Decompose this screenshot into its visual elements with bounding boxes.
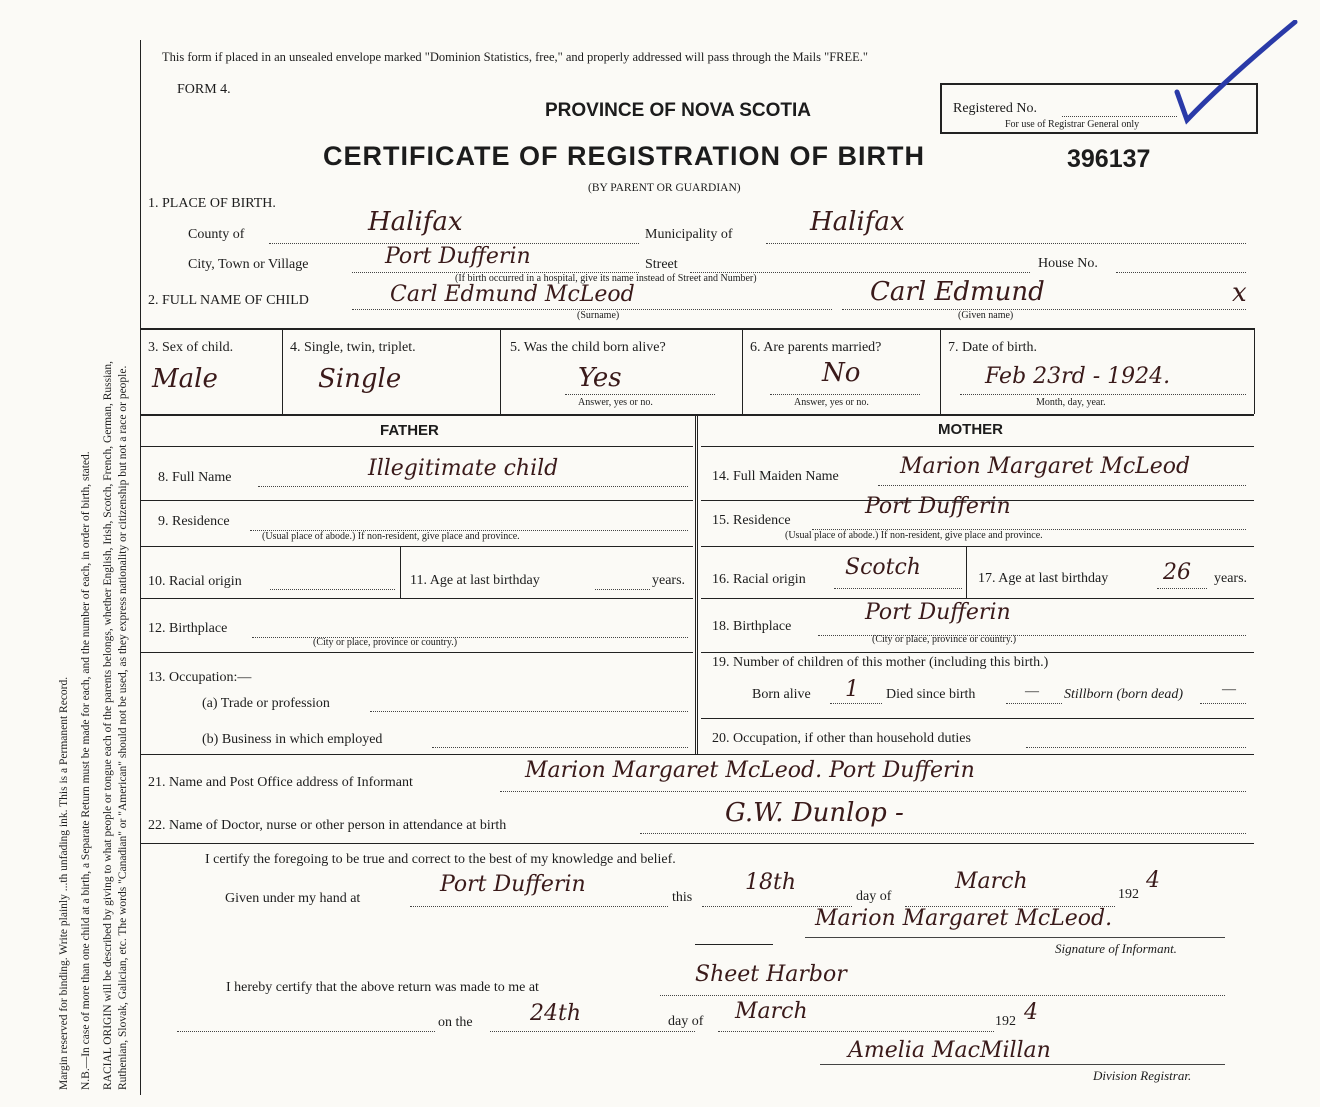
mother-residence-label: 15. Residence	[712, 513, 791, 528]
registrar-signature: Amelia MacMillan	[848, 1038, 1051, 1063]
certify-year-value: 4	[1146, 868, 1160, 893]
born-alive-count-value: 1	[845, 677, 859, 702]
parents-married-value: No	[822, 358, 861, 388]
born-alive-count-label: Born alive	[752, 687, 811, 702]
father-heading: FATHER	[380, 422, 439, 439]
father-business-label: (b) Business in which employed	[202, 732, 383, 747]
registrar-year-prefix: 192	[995, 1014, 1016, 1029]
certify-statement: I certify the foregoing to be true and correct to the best of my knowledge and belief.	[205, 852, 676, 867]
died-since-birth-label: Died since birth	[886, 687, 976, 702]
municipality-value: Halifax	[810, 207, 905, 237]
sex-value: Male	[152, 364, 218, 394]
stillborn-label: Stillborn (born dead)	[1064, 687, 1183, 702]
given-name-checkmark: x	[1232, 278, 1247, 308]
certify-year-prefix: 192	[1118, 887, 1139, 902]
column-divider	[695, 414, 698, 754]
blue-checkmark-icon	[1165, 20, 1305, 130]
city-value: Port Dufferin	[385, 244, 531, 269]
short-divider	[695, 944, 773, 945]
date-of-birth-note: Month, day, year.	[1036, 397, 1106, 408]
father-age-label: 11. Age at last birthday	[410, 573, 540, 588]
mail-notice: This form if placed in an unsealed envelope marked "Dominion Statistics, free," and properly addressed will pass through the Mails "FREE."	[162, 50, 869, 64]
given-name-note: (Given name)	[958, 310, 1014, 321]
given-under-hand-label: Given under my hand at	[225, 891, 361, 906]
mother-children-label: 19. Number of children of this mother (including this birth.)	[712, 655, 1049, 670]
father-birthplace-label: 12. Birthplace	[148, 621, 228, 636]
certificate-subtitle: (BY PARENT OR GUARDIAN)	[588, 182, 741, 194]
stamped-number: 396137	[1067, 145, 1151, 173]
mother-age-value: 26	[1163, 560, 1191, 585]
mother-age-label: 17. Age at last birthday	[978, 571, 1109, 586]
date-of-birth-value: Feb 23rd - 1924.	[985, 364, 1171, 389]
mother-age-unit: years.	[1214, 571, 1248, 586]
sex-label: 3. Sex of child.	[148, 340, 234, 355]
parents-married-label: 6. Are parents married?	[750, 340, 882, 355]
father-age-unit: years.	[652, 573, 686, 588]
doctor-label: 22. Name of Doctor, nurse or other person in attendance at birth	[148, 818, 507, 833]
single-twin-value: Single	[318, 364, 402, 394]
registrar-on-the-label: on the	[438, 1015, 473, 1030]
born-alive-value: Yes	[578, 363, 622, 393]
registrar-statement: I hereby certify that the above return was made to me at	[226, 980, 539, 995]
died-since-birth-value: —	[1025, 684, 1039, 699]
city-label: City, Town or Village	[188, 257, 309, 272]
section-21-top-border	[140, 754, 1254, 755]
margin-note-multiple-births: N.B.—In case of more than one child at a birth, a Separate Return must be made for each, and the number of each, in order of birth, stated.	[80, 451, 92, 1090]
father-residence-note: (Usual place of abode.) If non-resident, give place and province.	[262, 531, 520, 542]
registrar-month-value: March	[735, 999, 808, 1024]
municipality-label: Municipality of	[645, 227, 733, 242]
margin-note-binding: Margin reserved for binding. Write plainly ...th unfading ink. This is a Permanent Record.	[58, 676, 70, 1090]
doctor-value: G.W. Dunlop -	[725, 798, 904, 828]
county-value: Halifax	[368, 207, 463, 237]
certify-day-value: 18th	[745, 870, 797, 895]
margin-note-racial-origin-cont: Ruthenian, Slovak, Galician, etc. The words "Canadian" or "American" should not be used, as they express nationality or citizenship but not a race or people.	[117, 365, 129, 1090]
informant-signature: Marion Margaret McLeod.	[815, 906, 1113, 931]
father-residence-label: 9. Residence	[158, 514, 230, 529]
mother-birthplace-label: 18. Birthplace	[712, 619, 792, 634]
father-racial-label: 10. Racial origin	[148, 574, 242, 589]
mother-name-label: 14. Full Maiden Name	[712, 469, 839, 484]
single-twin-label: 4. Single, twin, triplet.	[290, 340, 416, 355]
mother-birthplace-note: (City or place, province or country.)	[872, 634, 1017, 645]
registrar-year-value: 4	[1024, 1000, 1038, 1025]
informant-value: Marion Margaret McLeod. Port Dufferin	[525, 758, 975, 783]
mother-racial-value: Scotch	[845, 555, 921, 580]
margin-note-racial-origin: RACIAL ORIGIN will be described by giving to what people or tongue each of the parents belongs, whether English, Irish, Scotch, French, German, Russian,	[102, 360, 114, 1090]
stillborn-value: —	[1222, 682, 1236, 697]
certify-top-border	[140, 843, 1254, 844]
mother-residence-note: (Usual place of abode.) If non-resident, give place and province.	[785, 530, 1043, 541]
born-alive-note: Answer, yes or no.	[578, 397, 653, 408]
certify-this-label: this	[672, 890, 693, 905]
father-birthplace-note: (City or place, province or country.)	[313, 637, 458, 648]
mother-birthplace-value: Port Dufferin	[865, 600, 1011, 625]
mother-residence-value: Port Dufferin	[865, 494, 1011, 519]
given-name-value: Carl Edmund	[870, 277, 1045, 307]
division-registrar-label: Division Registrar.	[1093, 1068, 1192, 1083]
certify-day-of-label: day of	[856, 889, 892, 904]
county-label: County of	[188, 227, 245, 242]
mother-heading: MOTHER	[938, 421, 1003, 438]
form-left-border	[140, 40, 141, 1095]
form-number: FORM 4.	[177, 82, 231, 97]
date-of-birth-label: 7. Date of birth.	[948, 340, 1038, 355]
street-label: Street	[645, 257, 678, 272]
mother-name-value: Marion Margaret McLeod	[900, 454, 1191, 479]
surname-note: (Surname)	[577, 310, 620, 321]
certificate-title: CERTIFICATE OF REGISTRATION OF BIRTH	[323, 141, 925, 171]
parents-married-note: Answer, yes or no.	[794, 397, 869, 408]
registered-no-line	[1062, 116, 1177, 117]
street-note: (If birth occurred in a hospital, give its name instead of Street and Number)	[455, 273, 757, 284]
row3-top-border	[140, 328, 1254, 330]
registrar-place-value: Sheet Harbor	[695, 962, 847, 987]
mother-racial-label: 16. Racial origin	[712, 572, 806, 587]
house-no-label: House No.	[1038, 256, 1098, 271]
signature-of-informant-label: Signature of Informant.	[1055, 941, 1177, 956]
certify-month-value: March	[955, 869, 1028, 894]
registrar-day-value: 24th	[530, 1001, 582, 1026]
surname-value: Carl Edmund McLeod	[390, 282, 635, 307]
informant-label: 21. Name and Post Office address of Informant	[148, 775, 413, 790]
father-name-label: 8. Full Name	[158, 470, 232, 485]
father-occupation-label: 13. Occupation:—	[148, 670, 252, 685]
registered-no-label: Registered No.	[953, 101, 1037, 116]
place-of-birth-label: 1. PLACE OF BIRTH.	[148, 196, 276, 211]
province-heading: PROVINCE OF NOVA SCOTIA	[545, 100, 812, 121]
registrar-day-of-label: day of	[668, 1014, 704, 1029]
father-trade-label: (a) Trade or profession	[202, 696, 330, 711]
mother-occupation-label: 20. Occupation, if other than household duties	[712, 731, 971, 746]
given-place-value: Port Dufferin	[440, 872, 586, 897]
born-alive-label: 5. Was the child born alive?	[510, 340, 666, 355]
father-name-value: Illegitimate child	[368, 456, 559, 481]
full-name-label: 2. FULL NAME OF CHILD	[148, 293, 309, 308]
registrar-note: For use of Registrar General only	[1005, 119, 1140, 130]
